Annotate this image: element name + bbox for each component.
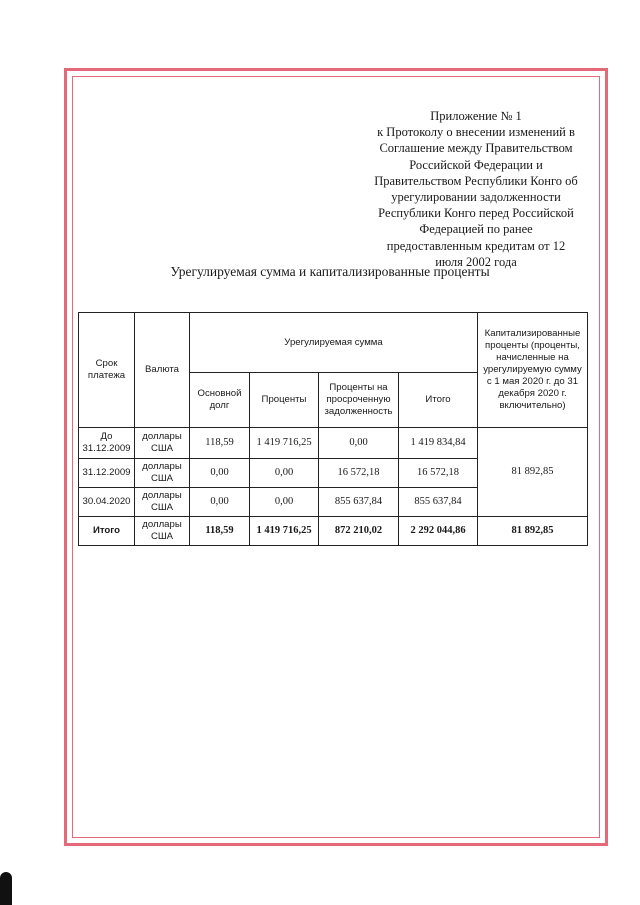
cell-term: 31.12.2009	[79, 459, 135, 488]
col-header-term: Срок платежа	[79, 313, 135, 428]
cell-interest: 1 419 716,25	[250, 428, 319, 459]
cell-capitalized: 81 892,85	[478, 428, 588, 517]
cell-total: 855 637,84	[399, 488, 478, 517]
settlement-table	[78, 312, 588, 546]
cell-grand-total: 2 292 044,86	[399, 517, 478, 546]
cell-total-capitalized: 81 892,85	[478, 517, 588, 546]
cell-total-overdue: 872 210,02	[319, 517, 399, 546]
cell-principal: 0,00	[190, 459, 250, 488]
header-line: предоставленным кредитам от 12	[386, 238, 566, 253]
header-line: Соглашение между Правительством	[379, 141, 573, 156]
appendix-header	[362, 108, 590, 270]
document-title: Урегулируемая сумма и капитализированные проценты	[170, 264, 490, 279]
col-header-interest: Проценты	[250, 373, 319, 428]
cell-interest: 0,00	[250, 488, 319, 517]
cell-total: 1 419 834,84	[399, 428, 478, 459]
col-header-principal: Основной долг	[190, 373, 250, 428]
col-header-currency: Валюта	[135, 313, 190, 428]
cell-currency: доллары США	[135, 428, 190, 459]
table-header-row	[79, 313, 588, 373]
cell-overdue: 0,00	[319, 428, 399, 459]
table-row	[79, 428, 588, 459]
header-line: урегулировании задолженности	[391, 190, 561, 205]
col-header-settled-sum: Урегулируемая сумма	[190, 313, 478, 373]
cell-currency: доллары США	[135, 517, 190, 546]
header-line: к Протоколу о внесении изменений в	[377, 125, 575, 140]
pen-tip-edge	[0, 872, 12, 905]
header-line: Правительством Республики Конго об	[374, 173, 578, 188]
cell-total-label: Итого	[79, 517, 135, 546]
col-header-overdue-interest: Проценты на просроченную задолженность	[319, 373, 399, 428]
cell-principal: 0,00	[190, 488, 250, 517]
cell-overdue: 855 637,84	[319, 488, 399, 517]
col-header-capitalized: Капитализированные проценты (проценты, начисленные на урегулируемую сумму с 1 мая 2020 г. до 31 декабря 2020 г. включительно)	[478, 313, 588, 428]
cell-interest: 0,00	[250, 459, 319, 488]
col-header-total: Итого	[399, 373, 478, 428]
cell-currency: доллары США	[135, 488, 190, 517]
cell-term: До 31.12.2009	[79, 428, 135, 459]
cell-total-principal: 118,59	[190, 517, 250, 546]
header-line: июля 2002 года	[435, 254, 517, 269]
header-line: Приложение № 1	[430, 109, 522, 123]
header-line: Российской Федерации и	[409, 157, 543, 172]
cell-total: 16 572,18	[399, 459, 478, 488]
table-total-row	[79, 517, 588, 546]
header-line: Республики Конго перед Российской	[378, 206, 574, 221]
cell-term: 30.04.2020	[79, 488, 135, 517]
cell-principal: 118,59	[190, 428, 250, 459]
header-line: Федерацией по ранее	[419, 222, 533, 237]
cell-overdue: 16 572,18	[319, 459, 399, 488]
cell-currency: доллары США	[135, 459, 190, 488]
cell-total-interest: 1 419 716,25	[250, 517, 319, 546]
